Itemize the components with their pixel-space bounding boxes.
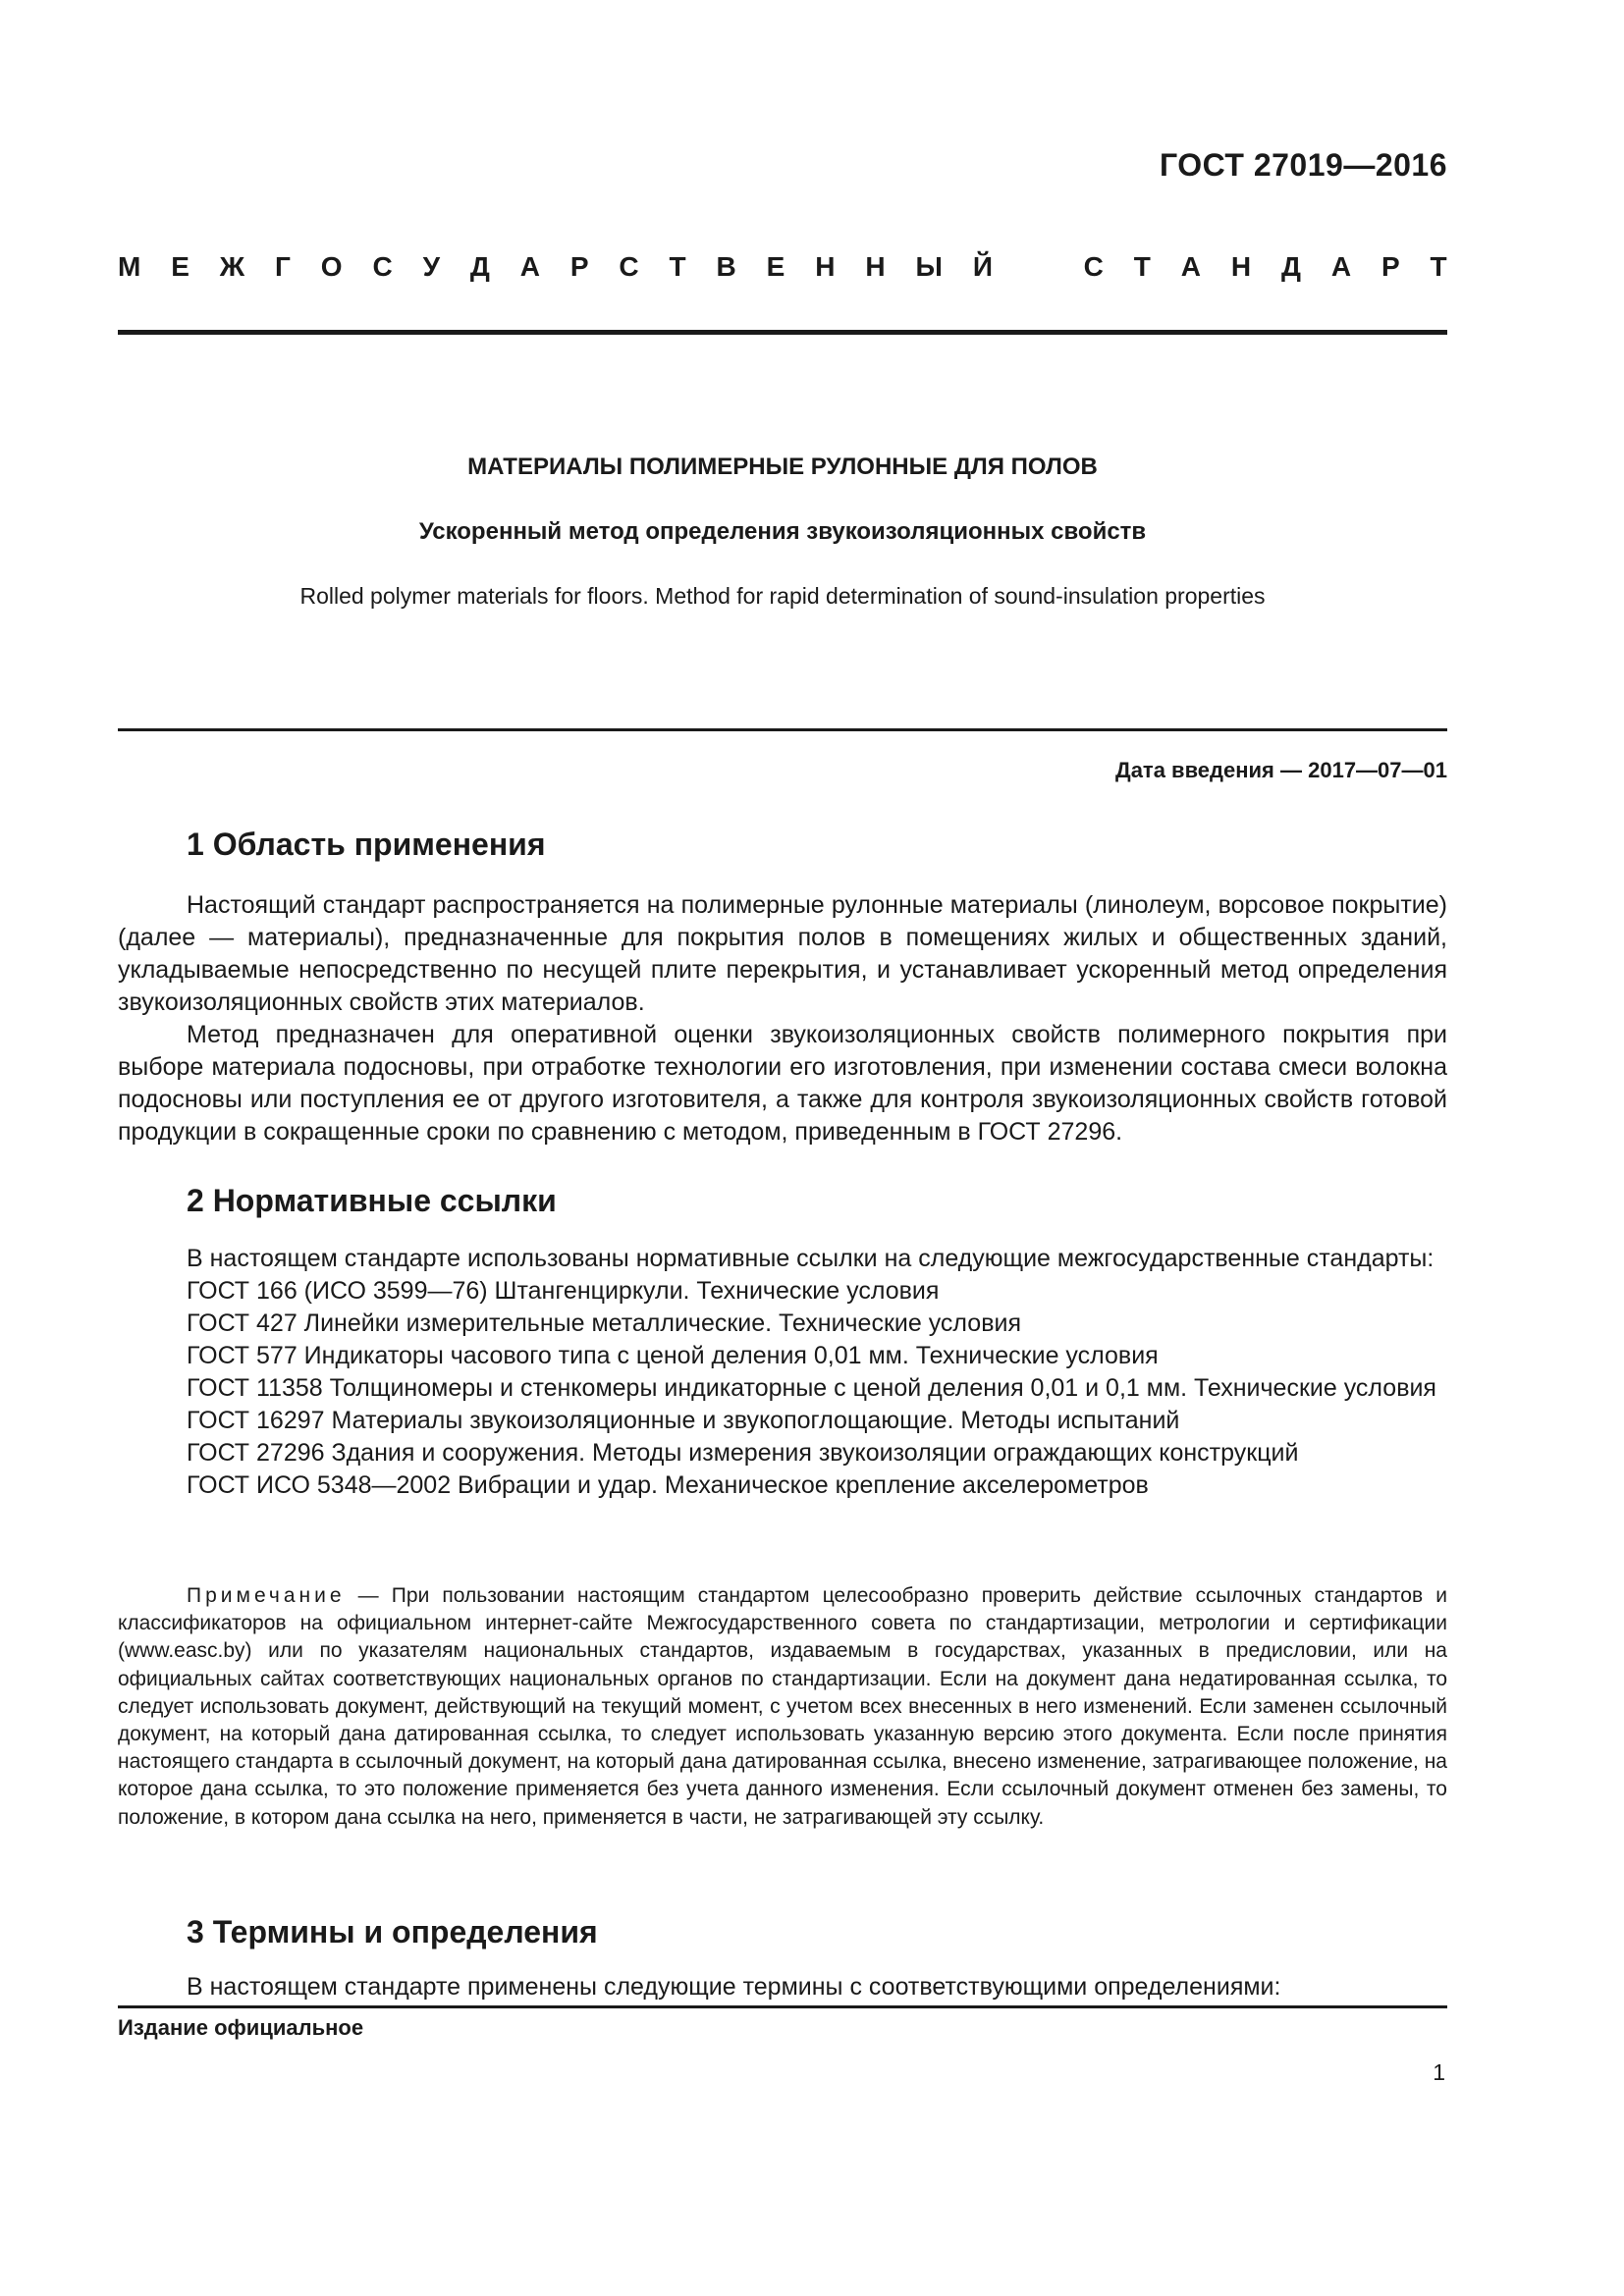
standard-type-letter: Е — [171, 251, 189, 282]
standard-type-letter: Д — [469, 251, 490, 282]
section-2-body — [118, 1243, 1447, 1502]
standard-type-letter: Ж — [219, 251, 245, 282]
standard-type-letter: Р — [569, 251, 589, 282]
section-1-body — [118, 889, 1447, 1148]
standard-type-letter: О — [320, 251, 343, 282]
paragraph: В настоящем стандарте применены следующие термины с соответствующими определениями: — [187, 1973, 1281, 2001]
standard-type-letter: С — [1083, 251, 1104, 282]
introduction-date: Дата введения — 2017—07—01 — [1115, 758, 1447, 782]
standard-type-letter: Т — [1133, 251, 1151, 282]
standard-number: ГОСТ 27019—2016 — [1159, 147, 1447, 183]
standard-type-letter: Е — [766, 251, 785, 282]
reference-item: ГОСТ 427 Линейки измерительные металлические. Технические условия — [187, 1309, 1021, 1337]
standard-type-letter: Н — [865, 251, 886, 282]
note-label: Примечание — [187, 1584, 346, 1607]
reference-item: ГОСТ 16297 Материалы звукоизоляционные и звукопоглощающие. Методы испытаний — [187, 1407, 1180, 1434]
standard-type-letter: С — [372, 251, 393, 282]
footer-divider — [118, 2005, 1447, 2008]
edition-label: Издание официальное — [118, 2015, 364, 2040]
paragraph: Метод предназначен для оперативной оценки звукоизоляционных свойств полимерного покрытия при выборе материала подосновы, при отработке технологии его изготовления, при изменении состава смеси волокна подосновы или поступления ее от другого изготовителя, а также для контроля звукоизоляционных свойств готовой продукции в сокращенные сроки по сравнению с методом, приведенным в ГОСТ 27296. — [118, 1021, 1447, 1146]
standard-type-letter: Т — [1430, 251, 1447, 282]
document-title-english: Rolled polymer materials for floors. Method for rapid determination of sound-insulation properties — [299, 583, 1266, 609]
standard-type-letter: Т — [669, 251, 686, 282]
standard-type-letter: Ы — [915, 251, 943, 282]
standard-type-letter: Н — [815, 251, 836, 282]
header-divider — [118, 330, 1447, 335]
standard-type-letter: А — [1180, 251, 1201, 282]
section-3-heading: 3 Термины и определения — [187, 1914, 598, 1949]
section-2-heading: 2 Нормативные ссылки — [187, 1183, 557, 1218]
title-divider — [118, 728, 1447, 731]
document-title: МАТЕРИАЛЫ ПОЛИМЕРНЫЕ РУЛОННЫЕ ДЛЯ ПОЛОВ — [467, 454, 1098, 480]
standard-type-letter: Р — [1380, 251, 1400, 282]
reference-item: ГОСТ 166 (ИСО 3599—76) Штангенциркули. Технические условия — [187, 1277, 940, 1305]
reference-item: ГОСТ 577 Индикаторы часового типа с ценой деления 0,01 мм. Технические условия — [187, 1342, 1159, 1369]
standard-type-heading — [118, 251, 1447, 291]
standard-type-letter: Й — [972, 251, 993, 282]
section-1-heading: 1 Область применения — [187, 827, 546, 862]
standard-type-letter: А — [1330, 251, 1352, 282]
reference-item: ГОСТ 27296 Здания и сооружения. Методы измерения звукоизоляции ограждающих конструкций — [187, 1439, 1299, 1467]
standard-type-letter: У — [422, 251, 440, 282]
standard-type-letter: А — [519, 251, 540, 282]
paragraph: Настоящий стандарт распространяется на полимерные рулонные материалы (линолеум, ворсовое покрытие) (далее — материалы), предназначенные для покрытия полов в помещениях жилых и общественных зданий, укладываемые непосредственно по несущей плите перекрытия, и устанавливает ускоренный метод определения звукоизоляционных свойств этих материалов. — [118, 891, 1447, 1016]
standard-type-letter: Н — [1230, 251, 1252, 282]
standard-type-letter: С — [619, 251, 639, 282]
section-3-body — [118, 1971, 1447, 2003]
reference-item: ГОСТ ИСО 5348—2002 Вибрации и удар. Механическое крепление акселерометров — [187, 1471, 1149, 1499]
page-number: 1 — [1433, 2059, 1445, 2085]
document-subtitle: Ускоренный метод определения звукоизоляционных свойств — [418, 518, 1147, 545]
reference-item: ГОСТ 11358 Толщиномеры и стенкомеры индикаторные с ценой деления 0,01 и 0,1 мм. Технические условия — [187, 1374, 1436, 1402]
paragraph: В настоящем стандарте использованы нормативные ссылки на следующие межгосударственные стандарты: — [187, 1245, 1435, 1272]
standard-type-letter: Д — [1280, 251, 1301, 282]
note-text: — При пользовании настоящим стандартом целесообразно проверить действие ссылочных стандартов и классификаторов на официальном интернет-сайте Межгосударственного совета по стандартизации, метрологии и сертификации (www.easc.by) или по указателям национальных стандартов, издаваемым в государствах, указанных в предисловии, или на официальных сайтах соответствующих национальных органов по стандартизации. Если на документ дана недатированная ссылка, то следует использовать документ, действующий на текущий момент, с учетом всех внесенных в него изменений. Если заменен ссылочный документ, на который дана датированная ссылка, то следует использовать указанную версию этого документа. Если после принятия настоящего стандарта в ссылочный документ, на который дана датированная ссылка, внесено изменение, затрагивающее положение, на которое дана ссылка, то это положение применяется без учета данного изменения. Если ссылочный документ отменен без замены, то положение, в котором дана ссылка на него, применяется в части, не затрагивающей эту ссылку. — [118, 1584, 1447, 1829]
standard-type-letter: Г — [275, 251, 291, 282]
note-block — [118, 1582, 1447, 1832]
standard-type-letter: М — [118, 251, 141, 282]
standard-type-letter: В — [716, 251, 736, 282]
